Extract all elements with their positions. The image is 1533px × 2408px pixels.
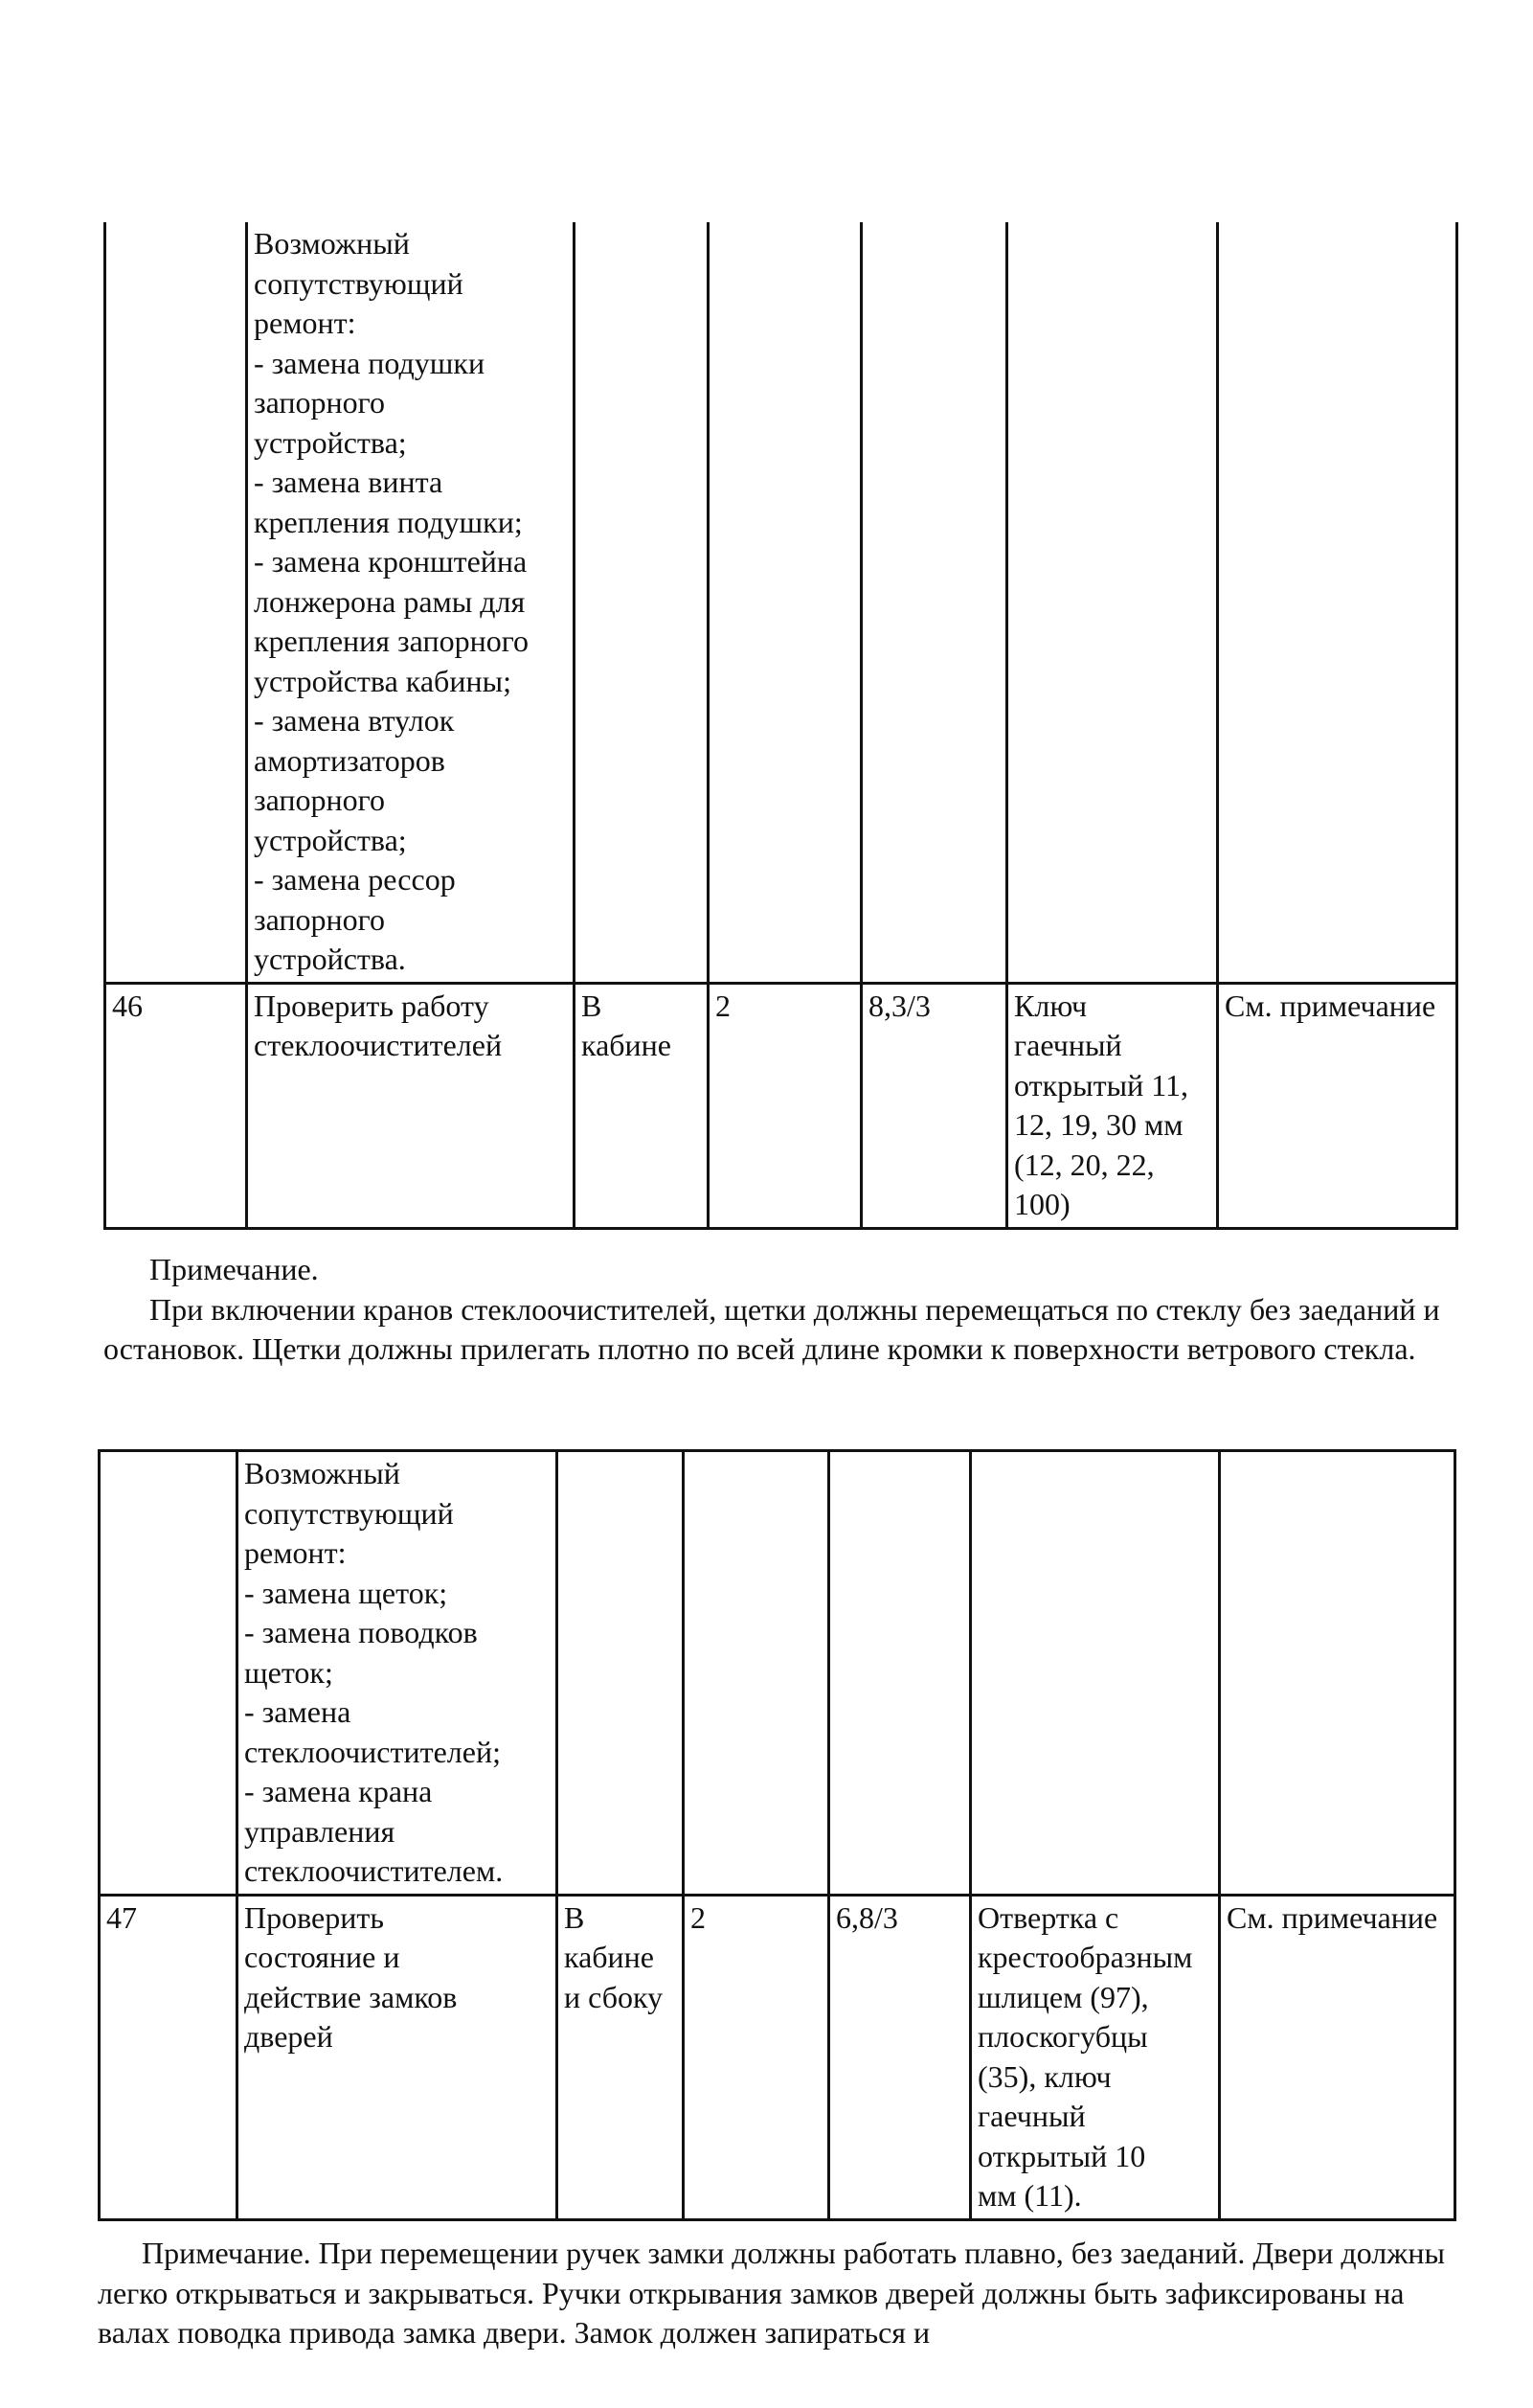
cell-place: В кабине и сбоку	[557, 1895, 684, 2219]
maintenance-table-2	[98, 1449, 1456, 2221]
cell-tools	[971, 1451, 1220, 1896]
note-body: При включении кранов стеклоочистителей, щетки должны перемещаться по стеклу без заеданий и остановок. Щетки должны прилегать плотно по всей длине кромки к поверхности ветрового стекла.	[103, 1291, 1440, 1366]
cell-people	[684, 1451, 829, 1896]
cell-notes	[1218, 222, 1457, 983]
cell-people	[709, 222, 862, 983]
cell-operation: Проверить состояние и действие замков дверей	[237, 1895, 557, 2219]
cell-place	[575, 222, 709, 983]
cell-people: 2	[684, 1895, 829, 2219]
cell-place	[557, 1451, 684, 1896]
cell-num	[105, 222, 247, 983]
maintenance-table-1	[103, 222, 1458, 1230]
table-row	[105, 983, 1457, 1228]
table-row	[100, 1451, 1455, 1896]
cell-notes: См. примечание	[1220, 1895, 1455, 2219]
cell-num: 46	[105, 983, 247, 1228]
note-heading: Примечание.	[149, 1252, 319, 1286]
cell-num: 47	[100, 1895, 237, 2219]
cell-notes	[1220, 1451, 1455, 1896]
table-row	[105, 222, 1457, 983]
cell-time: 8,3/3	[862, 983, 1007, 1228]
note-block-2	[98, 2234, 1454, 2353]
cell-tools: Ключ гаечный открытый 11, 12, 19, 30 мм (12, 20, 22, 100)	[1007, 983, 1218, 1228]
cell-tools: Отвертка с крестообразным шлицем (97), плоскогубцы (35), ключ гаечный открытый 10 мм (11).	[971, 1895, 1220, 2219]
cell-tools	[1007, 222, 1218, 983]
cell-operation: Возможный сопутствующий ремонт: - замена щеток; - замена поводков щеток; - замена стеклоочистителей; - замена крана управления стеклоочистителем.	[237, 1451, 557, 1896]
cell-time	[862, 222, 1007, 983]
cell-place: В кабине	[575, 983, 709, 1228]
cell-notes: См. примечание	[1218, 983, 1457, 1228]
note-body: Примечание. При перемещении ручек замки должны работать плавно, без заеданий. Двери должны легко открываться и закрываться. Ручки открывания замков дверей должны быть зафиксированы на валах поводка привода замка двери. Замок должен запираться и	[98, 2236, 1445, 2350]
cell-people: 2	[709, 983, 862, 1228]
table-row	[100, 1895, 1455, 2219]
cell-operation: Проверить работу стеклоочистителей	[247, 983, 575, 1228]
cell-time	[829, 1451, 971, 1896]
cell-operation: Возможный сопутствующий ремонт: - замена подушки запорного устройства; - замена винта крепления подушки; - замена кронштейна лонжерона рамы для крепления запорного устройства кабины; - замена втулок амортизаторов запорного устройства; - замена рессор запорного устройства.	[247, 222, 575, 983]
cell-time: 6,8/3	[829, 1895, 971, 2219]
note-block-1	[103, 1250, 1455, 1370]
cell-num	[100, 1451, 237, 1896]
